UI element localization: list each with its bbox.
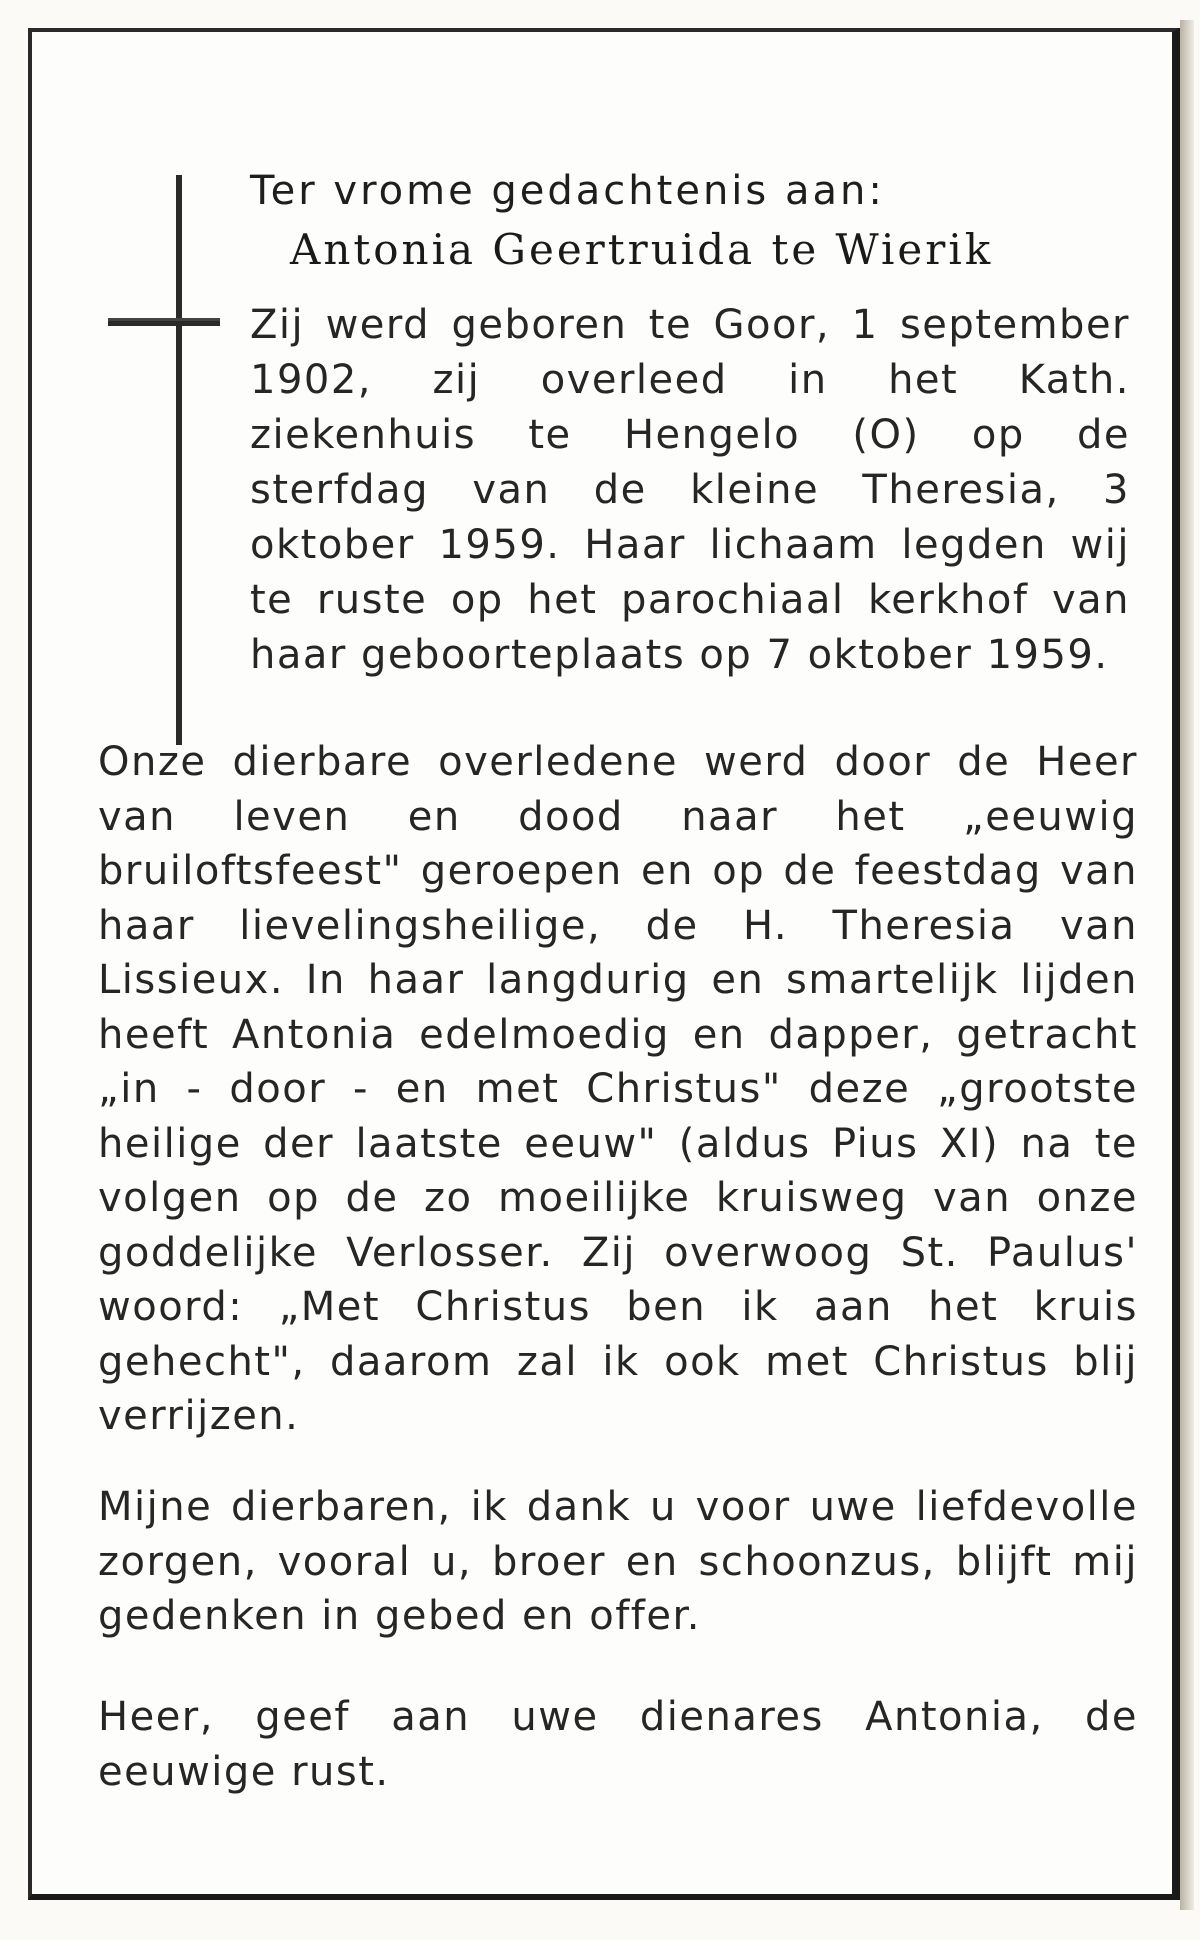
- card-edge-shadow: [1180, 20, 1194, 1910]
- thanks-paragraph: Mijne dierbaren, ik dank u voor uwe liefdevolle zorgen, vooral u, broer en schoonzus, blijft mij gedenken in gebed en offer.: [98, 1484, 1138, 1639]
- tribute-paragraph: Onze dierbare overledene werd door de Heer van leven en dood naar het „eeuwig bruiloftsfeest" geroepen en op de feestdag van haar lievelingsheilige, de H. Theresia van Lissieux. In haar langdurig en smartelijk lijden heeft Antonia edelmoedig en dapper, getracht „in - door - en met Christus" deze „grootste heilige der laatste eeuw" (aldus Pius XI) na te volgen op de zo moeilijke kruisweg van onze goddelijke Verlosser. Zij overwoog St. Paulus' woord: „Met Christus ben ik aan het kruis gehecht", daarom zal ik ook met Christus blij verrijzen.: [98, 739, 1138, 1439]
- deceased-name: Antonia Geertruida te Wierik: [290, 225, 994, 274]
- card-header: Ter vrome gedachtenis aan:: [250, 168, 885, 214]
- biography-paragraph: Zij werd geboren te Goor, 1 september 1902, zij overleed in het Kath. ziekenhuis te Hengelo (O) op de sterfdag van de kleine Theresia, 3 oktober 1959. Haar lichaam legden wij te ruste op het parochiaal kerkhof van haar geboorteplaats op 7 oktober 1959.: [250, 302, 1130, 678]
- cross-icon: [108, 175, 248, 745]
- closing-prayer: Heer, geef aan uwe dienares Antonia, de eeuwige rust.: [98, 1694, 1138, 1795]
- cross-vertical-beam: [176, 175, 182, 745]
